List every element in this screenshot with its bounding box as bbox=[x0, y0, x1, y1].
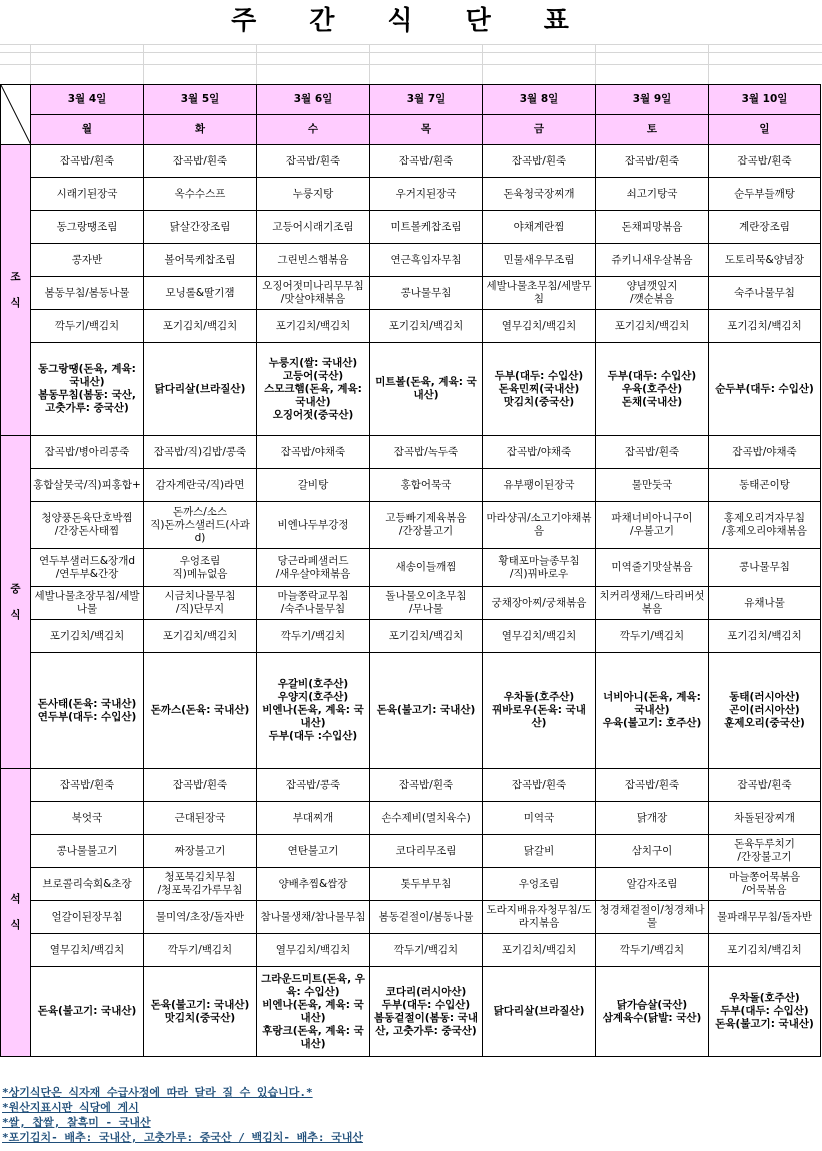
menu-cell: 열무김치/백김치 bbox=[257, 934, 370, 967]
menu-cell: 포기김치/백김치 bbox=[709, 310, 821, 343]
footnotes bbox=[2, 1085, 820, 1145]
menu-cell: 포기김치/백김치 bbox=[370, 310, 483, 343]
menu-cell: 우거지된장국 bbox=[370, 178, 483, 211]
menu-cell: 감자계란국/직)라면 bbox=[144, 469, 257, 502]
menu-cell: 황태포마늘종무침 /직)꿔바로우 bbox=[483, 549, 596, 587]
menu-cell: 물미역/초장/돌자반 bbox=[144, 901, 257, 934]
origin-info-cell: 우차돌(호주산) 꿔바로우(돈육: 국내산) bbox=[483, 653, 596, 769]
menu-cell: 돈육청국장찌개 bbox=[483, 178, 596, 211]
menu-cell: 잡곡밥/흰죽 bbox=[370, 145, 483, 178]
menu-cell: 유채나물 bbox=[709, 587, 821, 620]
menu-cell: 궁채장아찌/궁채볶음 bbox=[483, 587, 596, 620]
menu-cell: 볼어묵케찹조림 bbox=[144, 244, 257, 277]
menu-cell: 참나물생채/참나물무침 bbox=[257, 901, 370, 934]
date-header: 3월 10일 bbox=[709, 85, 821, 115]
day-of-week-header: 토 bbox=[596, 115, 709, 145]
menu-cell: 옥수수스프 bbox=[144, 178, 257, 211]
menu-cell: 연탄불고기 bbox=[257, 835, 370, 868]
meal-label: 중 식 bbox=[1, 436, 31, 769]
menu-cell: 당근라페샐러드 /새우살야채볶음 bbox=[257, 549, 370, 587]
menu-cell: 도라지배유자청무침/도라지볶음 bbox=[483, 901, 596, 934]
menu-cell: 삼치구이 bbox=[596, 835, 709, 868]
menu-cell: 닭살간장조림 bbox=[144, 211, 257, 244]
origin-info-cell: 미트볼(돈육, 계육: 국내산) bbox=[370, 343, 483, 436]
meal-label: 석 식 bbox=[1, 769, 31, 1057]
corner-cell bbox=[1, 85, 31, 145]
day-of-week-header: 금 bbox=[483, 115, 596, 145]
menu-cell: 톳두부무침 bbox=[370, 868, 483, 901]
corner-diagonal-icon bbox=[1, 85, 31, 145]
menu-cell: 시금치나물무침 /직)단무지 bbox=[144, 587, 257, 620]
menu-cell: 미역줄기맛살볶음 bbox=[596, 549, 709, 587]
footnote-line: *원산지표시판 식당에 게시 bbox=[2, 1101, 139, 1114]
menu-cell: 잡곡밥/병아리콩죽 bbox=[31, 436, 144, 469]
menu-cell: 짜장불고기 bbox=[144, 835, 257, 868]
date-header: 3월 5일 bbox=[144, 85, 257, 115]
menu-cell: 깍두기/백김치 bbox=[370, 934, 483, 967]
menu-cell: 포기김치/백김치 bbox=[257, 310, 370, 343]
day-of-week-header: 목 bbox=[370, 115, 483, 145]
weekly-menu-table bbox=[0, 84, 821, 1057]
origin-info-cell: 닭다리살(브라질산) bbox=[483, 967, 596, 1057]
menu-cell: 비엔나두부강정 bbox=[257, 502, 370, 549]
menu-cell: 쇠고기탕국 bbox=[596, 178, 709, 211]
menu-cell: 양배추찜&쌈장 bbox=[257, 868, 370, 901]
menu-cell: 연근흑임자무침 bbox=[370, 244, 483, 277]
menu-cell: 모닝롤&딸기잼 bbox=[144, 277, 257, 310]
menu-cell: 동태곤이탕 bbox=[709, 469, 821, 502]
menu-cell: 열무김치/백김치 bbox=[483, 310, 596, 343]
meal-label: 조 식 bbox=[1, 145, 31, 436]
origin-info-cell: 돈육(불고기: 국내산) 맛김치(중국산) bbox=[144, 967, 257, 1057]
origin-info-cell: 동그랑땡(돈육, 계육: 국내산) 봄동무침(봄동: 국산, 고춧가루: 중국산) bbox=[31, 343, 144, 436]
menu-cell: 잡곡밥/흰죽 bbox=[596, 436, 709, 469]
menu-cell: 잡곡밥/흰죽 bbox=[31, 145, 144, 178]
menu-cell: 홍합살뭇국/직)피홍합+ bbox=[31, 469, 144, 502]
origin-info-cell: 순두부(대두: 수입산) bbox=[709, 343, 821, 436]
menu-cell: 닭개장 bbox=[596, 802, 709, 835]
menu-cell: 북엇국 bbox=[31, 802, 144, 835]
origin-info-cell: 돈육(불고기: 국내산) bbox=[31, 967, 144, 1057]
menu-cell: 마라샹궈/소고기야채볶음 bbox=[483, 502, 596, 549]
footnote-line: *포기김치- 배추: 국내산, 고춧가루: 중국산 / 백김치- 배추: 국내산 bbox=[2, 1131, 363, 1144]
menu-cell: 잡곡밥/흰죽 bbox=[483, 769, 596, 802]
menu-cell: 잡곡밥/흰죽 bbox=[31, 769, 144, 802]
menu-cell: 콩자반 bbox=[31, 244, 144, 277]
date-header: 3월 6일 bbox=[257, 85, 370, 115]
menu-cell: 동그랑땡조림 bbox=[31, 211, 144, 244]
menu-cell: 잡곡밥/야채죽 bbox=[257, 436, 370, 469]
menu-cell: 미역국 bbox=[483, 802, 596, 835]
menu-cell: 시래기된장국 bbox=[31, 178, 144, 211]
menu-cell: 돈채피망볶음 bbox=[596, 211, 709, 244]
menu-cell: 청양풍돈육단호박찜 /간장돈사태찜 bbox=[31, 502, 144, 549]
menu-cell: 물만둣국 bbox=[596, 469, 709, 502]
menu-cell: 잡곡밥/흰죽 bbox=[370, 769, 483, 802]
menu-cell: 근대된장국 bbox=[144, 802, 257, 835]
origin-info-cell: 두부(대두: 수입산) 돈육민찌(국내산) 맛김치(중국산) bbox=[483, 343, 596, 436]
menu-cell: 유부팽이된장국 bbox=[483, 469, 596, 502]
menu-cell: 포기김치/백김치 bbox=[709, 620, 821, 653]
menu-cell: 야채계란찜 bbox=[483, 211, 596, 244]
menu-cell: 깍두기/백김치 bbox=[144, 934, 257, 967]
menu-cell: 열무김치/백김치 bbox=[483, 620, 596, 653]
origin-info-cell: 그라운드미트(돈육, 우육: 수입산) 비엔나(돈육, 계육: 국내산) 후랑크(돈육, 계육: 국내산) bbox=[257, 967, 370, 1057]
menu-cell: 알감자조림 bbox=[596, 868, 709, 901]
menu-cell: 마늘쫑락교무침 /숙주나물무침 bbox=[257, 587, 370, 620]
origin-info-cell: 코다리(러시아산) 두부(대두: 수입산) 봄동겉절이(봄동: 국내산, 고춧가루: 중국산) bbox=[370, 967, 483, 1057]
menu-cell: 우엉조림 bbox=[483, 868, 596, 901]
origin-info-cell: 돈사태(돈육: 국내산) 연두부(대두: 수입산) bbox=[31, 653, 144, 769]
menu-cell: 잡곡밥/흰죽 bbox=[257, 145, 370, 178]
menu-cell: 우엉조림 직)메뉴없음 bbox=[144, 549, 257, 587]
menu-cell: 홍합어묵국 bbox=[370, 469, 483, 502]
menu-cell: 브로콜리숙회&초장 bbox=[31, 868, 144, 901]
menu-cell: 손수제비(멸치육수) bbox=[370, 802, 483, 835]
date-header: 3월 4일 bbox=[31, 85, 144, 115]
menu-cell: 치커리생채/느타리버섯볶음 bbox=[596, 587, 709, 620]
menu-cell: 잡곡밥/흰죽 bbox=[483, 145, 596, 178]
date-header: 3월 7일 bbox=[370, 85, 483, 115]
origin-info-cell: 우갈비(호주산) 우양지(호주산) 비엔나(돈육, 계육: 국내산) 두부(대두 :수입산) bbox=[257, 653, 370, 769]
menu-cell: 순두부들깨탕 bbox=[709, 178, 821, 211]
menu-cell: 차돌된장찌개 bbox=[709, 802, 821, 835]
menu-cell: 돈까스/소스 직)돈까스샐러드(사과d) bbox=[144, 502, 257, 549]
menu-cell: 얼갈이된장무침 bbox=[31, 901, 144, 934]
menu-cell: 포기김치/백김치 bbox=[31, 620, 144, 653]
menu-cell: 민물새우무조림 bbox=[483, 244, 596, 277]
menu-cell: 코다리무조림 bbox=[370, 835, 483, 868]
menu-cell: 잡곡밥/흰죽 bbox=[596, 769, 709, 802]
menu-cell: 잡곡밥/콩죽 bbox=[257, 769, 370, 802]
origin-info-cell: 동태(러시아산) 곤이(러시아산) 훈제오리(중국산) bbox=[709, 653, 821, 769]
origin-info-cell: 돈육(불고기: 국내산) bbox=[370, 653, 483, 769]
menu-cell: 잡곡밥/흰죽 bbox=[144, 145, 257, 178]
origin-info-cell: 닭다리살(브라질산) bbox=[144, 343, 257, 436]
menu-cell: 잡곡밥/녹두죽 bbox=[370, 436, 483, 469]
menu-cell: 봄동무침/봄동나물 bbox=[31, 277, 144, 310]
origin-info-cell: 닭가슴살(국산) 삼계육수(닭발: 국산) bbox=[596, 967, 709, 1057]
menu-cell: 돌나물오이초무침 /무나물 bbox=[370, 587, 483, 620]
menu-cell: 콩나물불고기 bbox=[31, 835, 144, 868]
origin-info-cell: 너비아니(돈육, 계육: 국내산) 우육(불고기: 호주산) bbox=[596, 653, 709, 769]
menu-cell: 잡곡밥/흰죽 bbox=[144, 769, 257, 802]
menu-cell: 깍두기/백김치 bbox=[257, 620, 370, 653]
menu-cell: 잡곡밥/흰죽 bbox=[709, 769, 821, 802]
menu-cell: 쥬키니새우살볶음 bbox=[596, 244, 709, 277]
menu-cell: 깍두기/백김치 bbox=[596, 934, 709, 967]
menu-cell: 청경채겉절이/청경채나물 bbox=[596, 901, 709, 934]
menu-cell: 마늘쫑어묵볶음 /어묵볶음 bbox=[709, 868, 821, 901]
menu-cell: 홍제오리겨자무침 /홍제오리야채볶음 bbox=[709, 502, 821, 549]
menu-cell: 세발나물초무침/세발무침 bbox=[483, 277, 596, 310]
footnote-line: *쌀, 찹쌀, 찰흑미 - 국내산 bbox=[2, 1116, 151, 1129]
menu-cell: 미트볼케찹조림 bbox=[370, 211, 483, 244]
menu-cell: 열무김치/백김치 bbox=[31, 934, 144, 967]
menu-cell: 콩나물무침 bbox=[370, 277, 483, 310]
menu-cell: 숙주나물무침 bbox=[709, 277, 821, 310]
footnote-line: *상기식단은 식자재 수급사정에 따라 달라 질 수 있습니다.* bbox=[2, 1086, 313, 1099]
menu-cell: 닭갈비 bbox=[483, 835, 596, 868]
menu-cell: 연두부샐러드&장개d /연두부&간장 bbox=[31, 549, 144, 587]
menu-cell: 파채너비아니구이 /우불고기 bbox=[596, 502, 709, 549]
day-of-week-header: 월 bbox=[31, 115, 144, 145]
menu-cell: 포기김치/백김치 bbox=[144, 620, 257, 653]
menu-cell: 오징어젓미나리무무침 /맛살야채볶음 bbox=[257, 277, 370, 310]
menu-cell: 콩나물무침 bbox=[709, 549, 821, 587]
menu-cell: 도토리묵&양념장 bbox=[709, 244, 821, 277]
day-of-week-header: 일 bbox=[709, 115, 821, 145]
menu-cell: 새송이들깨찜 bbox=[370, 549, 483, 587]
menu-cell: 잡곡밥/야채죽 bbox=[483, 436, 596, 469]
menu-cell: 포기김치/백김치 bbox=[709, 934, 821, 967]
menu-cell: 물파래무무침/돌자반 bbox=[709, 901, 821, 934]
menu-cell: 포기김치/백김치 bbox=[596, 310, 709, 343]
spreadsheet-gridlines bbox=[0, 44, 822, 84]
menu-cell: 갈비탕 bbox=[257, 469, 370, 502]
menu-cell: 고등빠기제육볶음 /간장불고기 bbox=[370, 502, 483, 549]
menu-cell: 그린빈스햄볶음 bbox=[257, 244, 370, 277]
menu-cell: 잡곡밥/흰죽 bbox=[709, 145, 821, 178]
menu-cell: 계란장조림 bbox=[709, 211, 821, 244]
menu-cell: 포기김치/백김치 bbox=[483, 934, 596, 967]
menu-cell: 잡곡밥/흰죽 bbox=[596, 145, 709, 178]
menu-cell: 잡곡밥/야채죽 bbox=[709, 436, 821, 469]
menu-cell: 깍두기/백김치 bbox=[31, 310, 144, 343]
menu-cell: 깍두기/백김치 bbox=[596, 620, 709, 653]
menu-cell: 포기김치/백김치 bbox=[370, 620, 483, 653]
day-of-week-header: 수 bbox=[257, 115, 370, 145]
date-header: 3월 9일 bbox=[596, 85, 709, 115]
menu-cell: 세발나물초장무침/세발나물 bbox=[31, 587, 144, 620]
origin-info-cell: 두부(대두: 수입산) 우육(호주산) 돈채(국내산) bbox=[596, 343, 709, 436]
origin-info-cell: 누룽지(쌀: 국내산) 고등어(국산) 스모크햄(돈육, 계육: 국내산) 오징어젓(중국산) bbox=[257, 343, 370, 436]
origin-info-cell: 우차돌(호주산) 두부(대두: 수입산) 돈육(불고기: 국내산) bbox=[709, 967, 821, 1057]
date-header: 3월 8일 bbox=[483, 85, 596, 115]
menu-cell: 돈육두루치기 /간장불고기 bbox=[709, 835, 821, 868]
menu-cell: 고등어시래기조림 bbox=[257, 211, 370, 244]
origin-info-cell: 돈까스(돈육: 국내산) bbox=[144, 653, 257, 769]
menu-cell: 양념깻잎지 /깻순볶음 bbox=[596, 277, 709, 310]
menu-cell: 누룽지탕 bbox=[257, 178, 370, 211]
menu-cell: 포기김치/백김치 bbox=[144, 310, 257, 343]
menu-cell: 부대찌개 bbox=[257, 802, 370, 835]
day-of-week-header: 화 bbox=[144, 115, 257, 145]
menu-cell: 청포묵김치무침 /청포묵김가루무침 bbox=[144, 868, 257, 901]
menu-cell: 잡곡밥/직)김밥/콩죽 bbox=[144, 436, 257, 469]
menu-cell: 봄동겉절이/봄동나물 bbox=[370, 901, 483, 934]
page-title: 주 간 식 단 표 bbox=[231, 6, 591, 36]
